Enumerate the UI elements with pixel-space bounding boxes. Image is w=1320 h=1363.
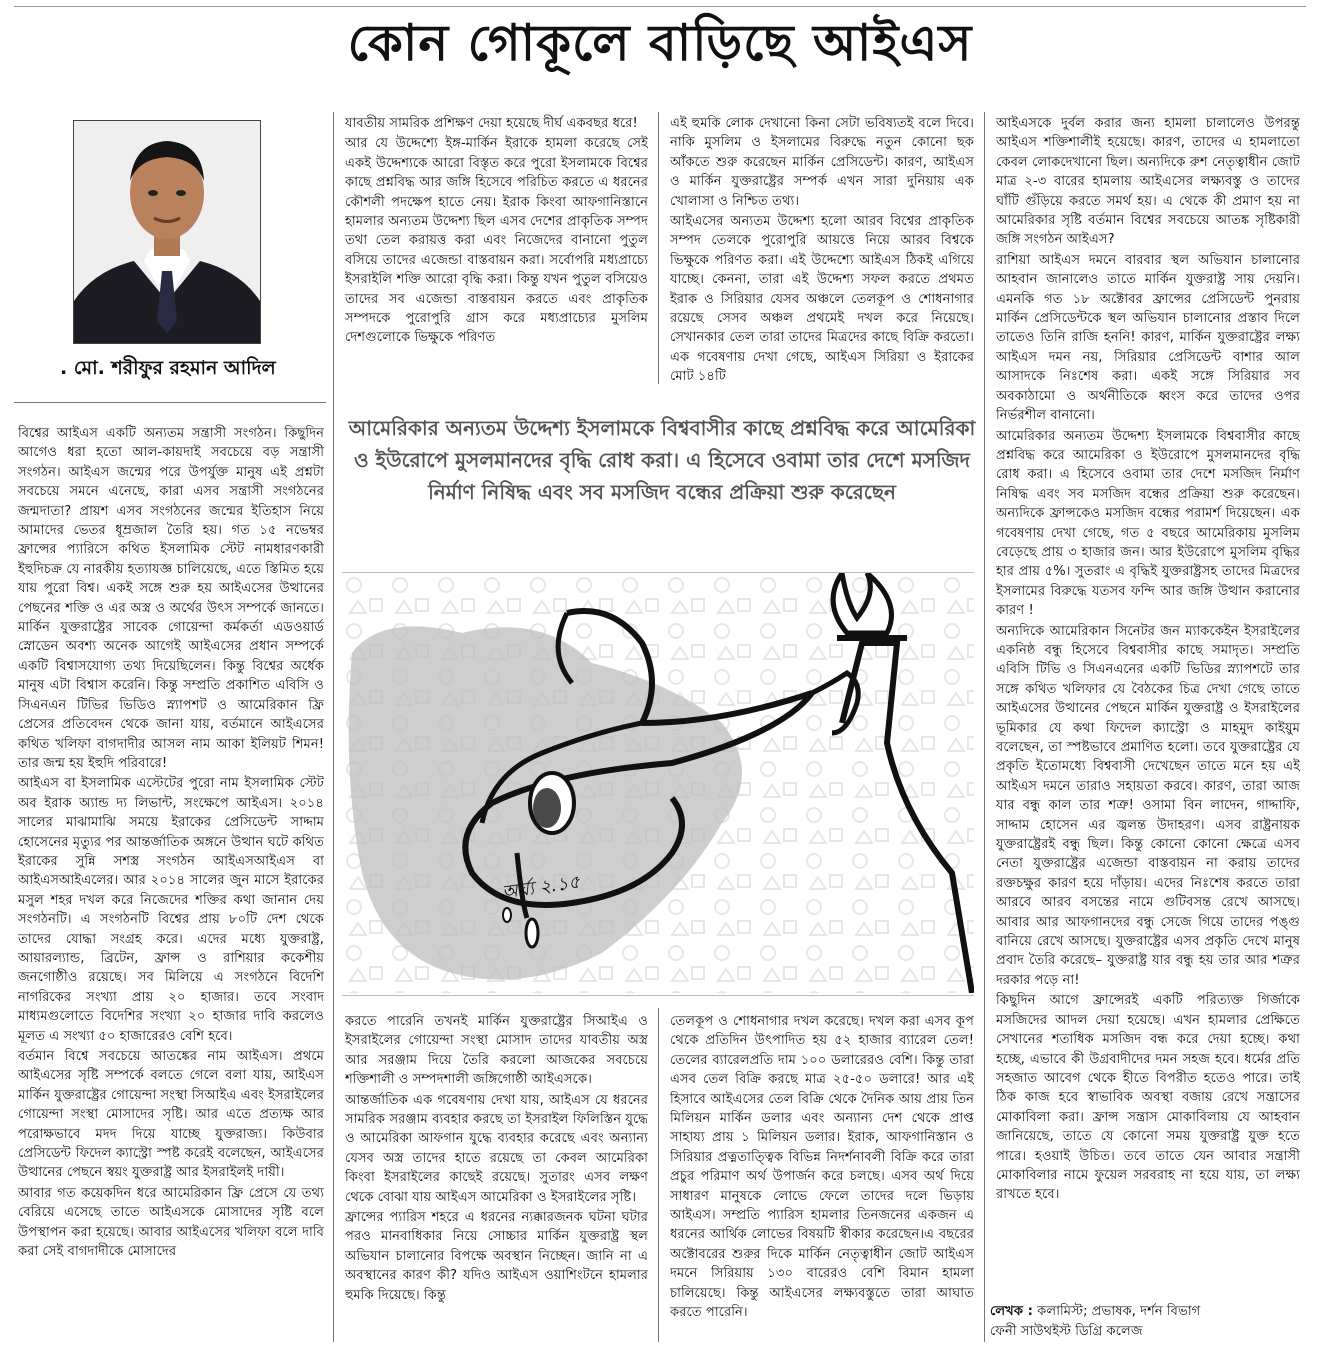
paragraph: বর্তমান বিশ্বে সবচেয়ে আতঙ্কের নাম আইএস। প্রথমে আইএসের সৃষ্টি সম্পর্কে বলতে গেলে বলা যায়, আইএস মার্কিন যুক্তরাষ্ট্রের গোয়েন্দা সংস্থা সিআইএ এবং ইসরাইলের গোয়েন্দা সংস্থা মোসাদের সৃষ্টি। আর এতে প্রত্যক্ষ আর পরোক্ষভাবে মদদ দিয়ে যাচ্ছে যুক্তরাজ্য। কিউবার প্রেসিডেন্ট ফিদেল ক্যাস্ট্রো স্পষ্ট করেই বলেছেন, আইএসের উত্থানের পেছনে স্বয়ং যুক্তরাষ্ট্র আর ইসরাইলই দায়ী।: [18, 1049, 324, 1181]
paragraph: তেলকূপ ও শোধনাগার দখল করেছে। দখল করা এসব কূপ থেকে প্রতিদিন উৎপাদিত হয় ৫২ হাজার ব্যারেল তেল! তেলের ব্যারেলপ্রতি দাম ১০০ ডলারেরও বেশি। কিন্তু তারা এসব তেল বিক্রি করছে মাত্র ২৫-৫০ ডলারে! আর এই হিসাবে আইএসের তেল বিক্রি থেকে দৈনিক আয় প্রায় তিন মিলিয়ন মার্কিন ডলার এবং অন্যান্য দেশ থেকে প্রাপ্ত সাহায্য প্রায় ১ মিলিয়ন ডলার। ইরাক, আফগানিস্তান ও সিরিয়ার প্রত্নতাত্ত্বিক বিভিন্ন নিদর্শনাবলী বিক্রি করে তারা প্রচুর পরিমাণ অর্থ উপার্জন করে চলছে। এসব অর্থ দিয়ে সাধারণ মানুষকে লোভে ফেলে তাদের দলে ভিড়ায় আইএস। সম্প্রতি প্যারিস হামলার তিনজনের একজন এ ধরনের আর্থিক লোভের বিষয়টি স্বীকার করেছেন।এ বছরের অক্টোবরের শুরুর দিকে মার্কিন নেতৃত্বাধীন জোট আইএস দমনে সিরিয়ায় ১৩০ বারেরও বেশি বিমান হামলা চালিয়েছে। কিন্তু আইএসের লক্ষ্যবস্তুতে তারা আঘাত করতে পারেনি।: [670, 1014, 974, 1321]
paragraph: এই হুমকি লোক দেখানো কিনা সেটা ভবিষ্যতই বলে দিবে। নাকি মুসলিম ও ইসলামের বিরুদ্ধে নতুন কোনো ছক আঁকতে শুরু করেছেন মার্কিন প্রেসিডেন্ট। কারণ, আইএস ও মার্কিন যুক্তরাষ্ট্রের সম্পর্ক এখন সারা দুনিয়ায় এক খোলাসা ও নিশ্চিত তথ্য।: [670, 116, 974, 209]
author-name: মো. শরীফুর রহমান আদিল: [73, 357, 276, 379]
paragraph: কিছুদিন আগে ফ্রান্সেরই একটি পরিত্যক্ত গির্জাকে মসজিদের আদল দেয়া হয়েছে। এখন হামলার প্রেক্ষিতে সেখানের শতাধিক মসজিদ বন্ধ করে দেয়া হচ্ছে। কথা হচ্ছে, এভাবে কী উগ্রবাদীদের দমন সহজ হবে। ধর্মের প্রতি সহজাত আবেগ থেকে হীতে বিপরীত হতেও পারে। তাই ঠিক কাজ হবে স্বাভাবিক অবস্থা বজায় রেখে সন্ত্রাসের মোকাবিলা করা। ফ্রান্স সন্ত্রাস মোকাবিলায় যে আহবান জানিয়েছে, তাতে যে কোনো সময় যুক্তরাষ্ট্র যুক্ত হতে পারে। হওয়াই উচিত। তবে তাতে যেন আবার সন্ত্রাসী মোকাবিলার নামে ফুয়েল সরবরাহ না হয়ে যায়, তা লক্ষ্য রাখতে হবে।: [996, 993, 1300, 1203]
paragraph: অন্যদিকে আমেরিকান সিনেটর জন ম্যাককেইন ইসরাইলের একনিষ্ঠ বন্ধু হিসেবে বিশ্ববাসীর কাছে সমাদৃত। সম্প্রতি এবিসি টিভি ও সিএনএনের একটি ভিডির স্ন্যাপশটে তার সঙ্গে কথিত খলিফার যে বৈঠকের চিত্র দেখা গেছে তাতে আইএসের উত্থানের পেছনে মার্কিন যুক্তরাষ্ট্র ও ইসরাইলের ভূমিকার যে কথা ফিদেল ক্যাস্ট্রো ও মাহমুদ কাইয়ুম বলেছেন, তা স্পষ্টভাবে প্রমাণিত হলো। তবে যুক্তরাষ্ট্রের যে প্রকৃতি ইতোমধ্যে বিশ্ববাসী দেখেছেন তাতে মনে হয় এই আইএস দমনে তারাও সহায়তা করবে। কারণ, তারা আজ যার বন্ধু কাল তার শত্রু! ওসামা বিন লাদেন, গাদ্দাফি, সাদ্দাম হোসেন এর জ্বলন্ত উদাহরণ। এসব রাষ্ট্রনায়ক যুক্তরাষ্ট্রেরই বন্ধু ছিল। কিন্তু কোনো কোনো ক্ষেত্রে এসব নেতা যুক্তরাষ্ট্রের এজেন্ডা বাস্তবায়ন না করায় তাদের রক্তচক্ষুর কারণ হয়ে দাঁড়ায়। এদের নিঃশেষ করতে তারা আরবে আরব বসন্তের নামে গুটিবসন্ত রেখে আসছে। আবার আর আফগানদের বন্ধু সেজে গিয়ে তাদের পঙ্গু বানিয়ে রেখে আসছে। যুক্তরাষ্ট্রের এসব প্রকৃতি দেখে মানুষ প্রবাদ তৈরি করেছে– যুক্তরাষ্ট্র যার বন্ধু হয় তার আর শত্রুর দরকার পড়ে না!: [996, 623, 1300, 988]
column-rule-2: [658, 112, 659, 384]
credit-institution: ফেনী সাউথইস্ট ডিগ্রি কলেজ: [990, 1324, 1143, 1339]
paragraph: আইএস বা ইসলামিক এস্টেটের পুরো নাম ইসলামিক স্টেট অব ইরাক অ্যান্ড দ্য লিভান্ট, সংক্ষেপে আইএস। ২০১৪ সালের মাঝামাঝি সময়ে ইরাকের প্রেসিডেন্ট সাদ্দাম হোসেনের মৃত্যুর পর আন্তর্জাতিক অঙ্গনে উত্থান ঘটে কথিত ইরাকের সুন্নি সশস্ত্র সংগঠন আইএসআইএস বা আইএসআইএলের। আর ২০১৪ সালের জুন মাসে ইরাকের মসুল শহর দখল করে নিজেদের শক্তির কথা জানান দেয় সংগঠনটি। এ সংগঠনটি বিশ্বের প্রায় ৮০টি দেশ থেকে তাদের যোদ্ধা সংগ্রহ করে। এদের মধ্যে যুক্তরাষ্ট্র, আয়ারল্যান্ড, ব্রিটেন, ফ্রান্স ও রাশিয়ার ককেশীয় জনগোষ্ঠীও রয়েছে। সব মিলিয়ে এ সংগঠনে বিদেশি নাগরিকের সংখ্যা প্রায় ২০ হাজার। তবে সংবাদ মাধ্যমগুলোতে বিদেশির সংখ্যা ২০ হাজার দাবি করলেও মূলত এ সংখ্যা ৫০ হাজারেরও বেশি হবে।: [18, 776, 324, 1044]
column-3-bottom: [670, 1012, 974, 1344]
pull-quote: আমেরিকার অন্যতম উদ্দেশ্য ইসলামকে বিশ্ববাসীর কাছে প্রশ্নবিদ্ধ করে আমেরিকা ও ইউরোপে মুসলমানদের বৃদ্ধি রোধ করা। এ হিসেবে ওবামা তার দেশে মসজিদ নির্মাণ নিষিদ্ধ এবং সব মসজিদ বন্ধের প্রক্রিয়া শুরু করেছেন: [348, 416, 976, 504]
paragraph: রাশিয়া আইএস দমনে বারবার স্থল অভিযান চালানোর আহবান জানালেও তাতে মার্কিন যুক্তরাষ্ট্র সায় দেয়নি। এমনকি গত ১৮ অক্টোবর ফ্রান্সের প্রেসিডেন্ট পুনরায় মার্কিন প্রেসিডেন্টকে স্থল অভিযান চালানোর প্রস্তাব দিলে তাতেও তিনি রাজি হননি! কারণ, মার্কিন যুক্তরাষ্ট্রের লক্ষ্য আইএস দমন নয়, সিরিয়ার প্রেসিডেন্ট বাশার আল আসাদকে নিঃশেষ করা। একই সঙ্গে সিরিয়ার সব অবকাঠামো ও অর্থনীতিকে ধ্বংস করে তাদের ওপর নির্ভরশীল বানানো।: [996, 252, 1300, 424]
column-rule-1: [333, 112, 334, 1342]
paragraph: ফ্রান্সের প্যারিস শহরে এ ধরনের ন্যক্কারজনক ঘটনা ঘটার পরও মানবাধিকার নিয়ে সোচ্চার মার্কিন যুক্তরাষ্ট্র স্থল অভিযান চালানোর বিপক্ষে অবস্থান নিচ্ছেন। জানি না এ অবস্থানের কারণ কী? যদিও আইএস ওয়াশিংটনে হামলার হুমকি দিয়েছে। কিন্তু: [345, 1210, 648, 1303]
author-photo: [73, 120, 261, 344]
credit-label: লেখক :: [990, 1304, 1033, 1319]
paragraph: আন্তর্জাতিক এক গবেষণায় দেখা যায়, আইএস যে ধরনের সামরিক সরঞ্জাম ব্যবহার করছে তা ইসরাইল ফিলিস্তিন যুদ্ধে ও আমেরিকা আফগান যুদ্ধে ব্যবহার করেছে এবং অন্যান্য যেসব অস্ত্র তাদের হাতে রয়েছে তা কেবল আমেরিকা কিংবা ইসরাইলের কাছেই রয়েছে। সুতারং এসব লক্ষণ থেকে বোঝা যায় আইএস আমেরিকা ও ইসরাইলের সৃষ্টি।: [345, 1092, 648, 1205]
paragraph: আর যে উদ্দেশ্যে ইঙ্গ-মার্কিন ইরাকে হামলা করেছে সেই একই উদ্দেশ্যকে আরো বিস্তৃত করে পুরো ইসলামকে বিশ্বের কাছে প্রশ্নবিদ্ধ আর জঙ্গি হিসেবে পরিচিত করতে এ ধরনের কৌশলী পদক্ষেপ হাতে নেয়। ইরাক কিংবা আফগানিস্তানে হামলার অন্যতম উদ্দেশ্য ছিল এসব দেশের প্রাকৃতিক সম্পদ তথা তেল করায়ত্ত করা এবং নিজেদের বানানো পুতুল বসিয়ে তাদের এজেন্ডা বাস্তবায়ন করা। সর্বোপরি মধ্যপ্রাচ্যে ইসরাইলি শক্তি আরো বৃদ্ধি করা। কিন্তু যখন পুতুল বসিয়েও তাদের সব এজেন্ডা বাস্তবায়ন করতে এবং প্রাকৃতিক সম্পদকে পুরোপুরি গ্রাস করে মধ্যপ্রাচ্যের মুসলিম দেশগুলোকে ভিক্ষুকে পরিণত: [345, 136, 648, 346]
column-rule-2b: [658, 1008, 659, 1342]
byline-rule: [14, 402, 326, 403]
column-3-top: [670, 114, 974, 386]
cartoon-signature: অর্ঘ্য ২.১৫: [500, 871, 582, 904]
paragraph: আইএসের অন্যতম উদ্দেশ্য হলো আরব বিশ্বের প্রাকৃতিক সম্পদ তেলকে পুরোপুরি আয়ত্তে নিয়ে আরব বিশ্বকে ভিক্ষুকে পরিণত করা। এই উদ্দেশ্যে আইএস ঠিকই এগিয়ে যাচ্ছে। কেননা, তারা এই উদ্দেশ্য সফল করতে প্রথমত ইরাক ও সিরিয়ার যেসব অঞ্চলে তেলকূপ ও শোধনাগার রয়েছে সেসব অঞ্চল প্রথমেই দখল করে নিয়েছে। সেখানকার তেল তারা তাদের মিত্রদের কাছে বিক্রি করতো। এক গবেষণায় দেখা গেছে, আইএস সিরিয়া ও ইরাকের মোট ১৪টি: [670, 214, 974, 385]
paragraph: আইএসকে দুর্বল করার জন্য হামলা চালালেও উপরন্তু আইএস শক্তিশালীই হয়েছে। কারণ, তাদের এ হামলাতো কেবল লোকদেখানো ছিল। অন্যদিকে রুশ নেতৃত্বাধীন জোট মাত্র ২-৩ বারের হামলায় আইএসের লক্ষ্যবস্তু ও তাদের ঘাঁটি গুঁড়িয়ে করতে সমর্থ হয়। এ থেকে কী প্রমাণ হয় না আমেরিকার সৃষ্টি বর্তমান বিশ্বের সবচেয়ে আতঙ্ক সৃষ্টিকারী জঙ্গি সংগঠন আইএস?: [996, 116, 1300, 248]
top-rule: [14, 6, 1306, 7]
byline-bullet: .: [60, 357, 74, 379]
paragraph: আবার গত কয়েকদিন ধরে আমেরিকান ফ্রি প্রেসে যে তথ্য বেরিয়ে এসেছে তাতে আইএসকে মোসাদের সৃষ্টি বলে উপস্থাপন করা হয়েছে। আবার আইএসের খলিফা বলে দাবি করা সেই বাগদাদীকে মোসাদের: [18, 1185, 324, 1260]
column-2-top: [345, 114, 648, 386]
column-rule-3: [984, 112, 985, 1342]
author-credit: [990, 1302, 1310, 1342]
column-2-bottom: [345, 1012, 648, 1344]
paragraph: যাবতীয় সামরিক প্রশিক্ষণ দেয়া হয়েছে দীর্ঘ একবছর ধরে!: [345, 116, 638, 131]
paragraph: করতে পারেনি তখনই মার্কিন যুক্তরাষ্ট্রের সিআইএ ও ইসরাইলের গোয়েন্দা সংস্থা মোসাদ তাদের যাবতীয় অস্ত্র আর সরঞ্জাম দিয়ে তৈরি করলো আজকের সবচেয়ে শক্তিশালী ও সম্পদশালী জঙ্গিগোষ্ঠী আইএসকে।: [345, 1014, 648, 1088]
cartoon-illustration: [342, 572, 974, 996]
column-4: [996, 114, 1300, 1294]
column-1: [18, 424, 324, 1346]
paragraph: আমেরিকার অন্যতম উদ্দেশ্য ইসলামকে বিশ্ববাসীর কাছে প্রশ্নবিদ্ধ করে আমেরিকা ও ইউরোপে মুসলমানদের বৃদ্ধি রোধ করা। এ হিসেবে ওবামা তার দেশে মসজিদ নির্মাণ নিষিদ্ধ এবং সব মসজিদ বন্ধের প্রক্রিয়া শুরু করেছেন। অন্যদিকে ফ্রান্সকেও মসজিদ বন্ধের পরামর্শ দিয়েছেন। এক গবেষণায় দেখা গেছে, গত ৫ বছরে আমেরিকায় মুসলিম বেড়েছে প্রায় ৩ হাজার জন। আর ইউরোপে মুসলিম বৃদ্ধির হার প্রায় ৫%। সুতরাং এ বৃদ্ধিই যুক্তরাষ্ট্রসহ তাদের মিত্রদের ইসলামের বিরুদ্ধে যতসব ফন্দি আর জঙ্গি উত্থান করানোর কারণ !: [996, 428, 1300, 619]
credit-role: কলামিস্ট; প্রভাষক, দর্শন বিভাগ: [1037, 1304, 1201, 1319]
paragraph: বিশ্বের আইএস একটি অন্যতম সন্ত্রাসী সংগঠন। কিছুদিন আগেও ধরা হতো আল-কায়দাই সবচেয়ে বড় সন্ত্রাসী সংগঠন। আইএস জন্মের পরে উপর্যুক্ত মানুষ এই প্রশ্নটা সবচেয়ে সমনে এনেছে, কারা এসব সন্ত্রাসী সংগঠনের জন্মদাতা? প্রায়শ এসব সংগঠনের জন্মের ইতিহাস নিয়ে আমাদের ভেতর ধূম্রজাল তৈরি হয়। গত ১৫ নভেম্বর ফ্রান্সের প্যারিসে কথিত ইসলামিক স্টেট নামধারণকারী ইহুদিচক্র যে নারকীয় হত্যাযজ্ঞ চালিয়েছে, এতে স্তিমিত হয়ে যায় পুরো বিশ্ব। একই সঙ্গে শুরু হয় আইএসের উত্থানের পেছনের শক্তি ও এর অস্ত্র ও অর্থের উৎস সম্পর্কে জানতে। মার্কিন যুক্তরাষ্ট্রের সাবেক গোয়েন্দা কর্মকর্তা এডওয়ার্ড স্নোডেন অবশ্য অনেক আগেই আইএসের প্রধান সম্পর্কে একটি বিশ্বাসযোগ্য তথ্য দিয়েছিলেন। কিন্তু বিশ্বের অর্ধেক মানুষ এটা বিশ্বাস করেনি। কিন্তু সম্প্রতি প্রকাশিত এবিসি ও সিএনএন টিভির ভিডিও স্ন্যাপশট ও আমেরিকান ফ্রি প্রেসের প্রতিবেদন থেকে জানা যায়, বর্তমানে আইএসের কথিত খলিফা বাগদাদীর আসল নাম আকা ইলিয়ট শিমন! তার জন্ম হয় ইহুদি পরিবারে!: [18, 426, 324, 771]
byline: [60, 354, 290, 386]
headline: কোন গোকূলে বাড়িছে আইএস: [347, 14, 973, 72]
